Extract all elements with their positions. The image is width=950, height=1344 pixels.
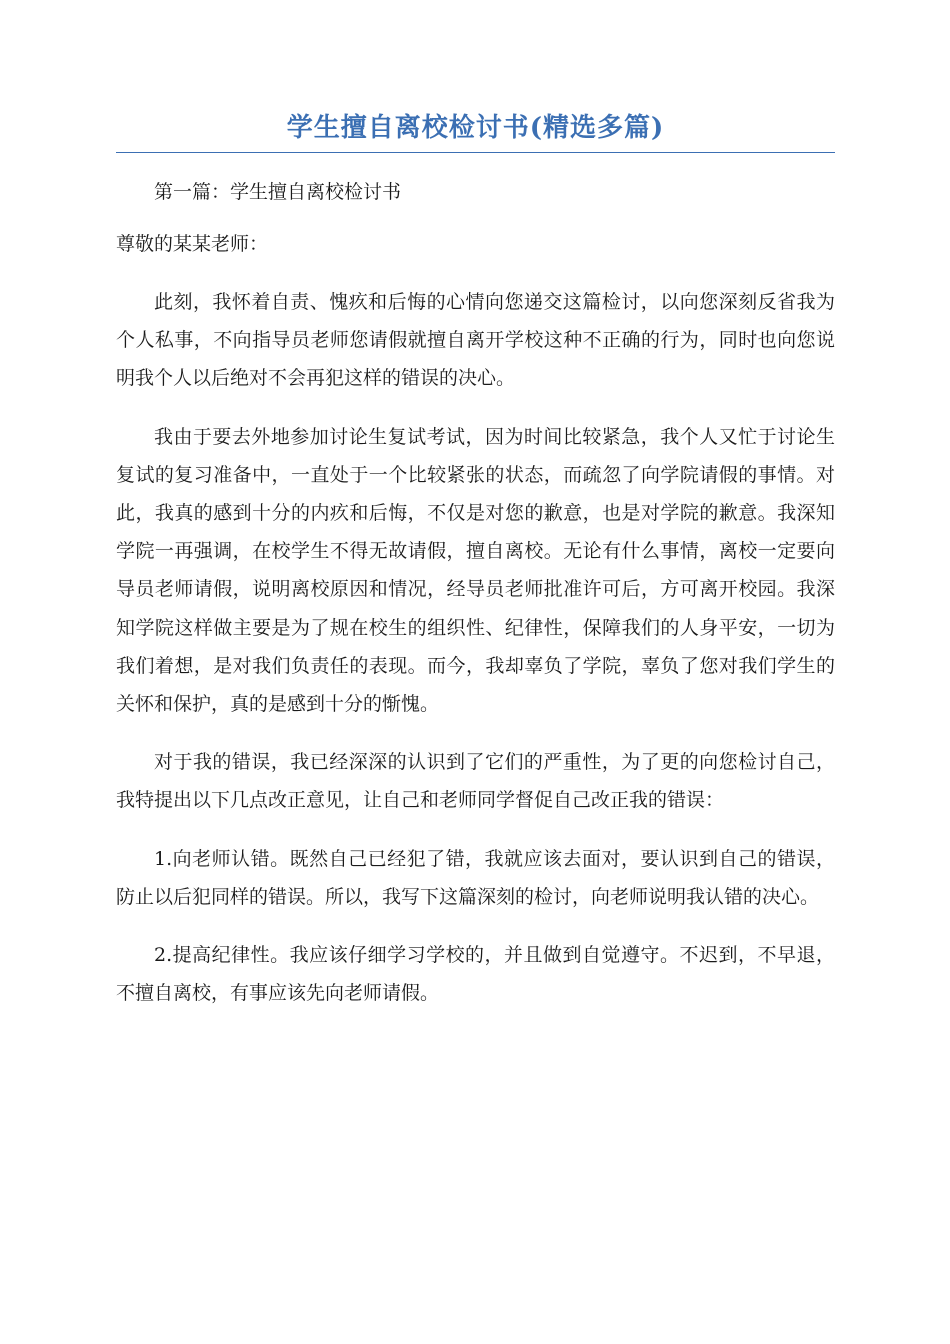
section-heading: 第一篇：学生擅自离校检讨书: [154, 181, 402, 203]
document-page: [116, 108, 835, 1012]
body-paragraph: 此刻，我怀着自责、愧疚和后悔的心情向您递交这篇检讨，以向您深刻反省我为个人私事，不向指导员老师您请假就擅自离开学校这种不正确的行为，同时也向您说明我个人以后绝对不会再犯这样的错误的决心。: [116, 291, 835, 390]
body-paragraph: 对于我的错误，我已经深深的认识到了它们的严重性，为了更的向您检讨自己，我特提出以下几点改正意见，让自己和老师同学督促自己改正我的错误：: [116, 751, 835, 812]
salutation: 尊敬的某某老师：: [116, 233, 269, 255]
body-paragraph: 1.向老师认错。既然自己已经犯了错，我就应该去面对，要认识到自己的错误，防止以后犯同样的错误。所以，我写下这篇深刻的检讨，向老师说明我认错的决心。: [116, 847, 835, 908]
document-title: 学生擅自离校检讨书(精选多篇): [116, 108, 835, 153]
body-paragraph: 2.提高纪律性。我应该仔细学习学校的，并且做到自觉遵守。不迟到，不早退，不擅自离校，有事应该先向老师请假。: [116, 944, 835, 1005]
body-paragraph: 我由于要去外地参加讨论生复试考试，因为时间比较紧急，我个人又忙于讨论生复试的复习准备中，一直处于一个比较紧张的状态，而疏忽了向学院请假的事情。对此，我真的感到十分的内疚和后悔，不仅是对您的歉意，也是对学院的歉意。我深知学院一再强调，在校学生不得无故请假，擅自离校。无论有什么事情，离校一定要向导员老师请假，说明离校原因和情况，经导员老师批准许可后，方可离开校园。我深知学院这样做主要是为了规在校生的组织性、纪律性，保障我们的人身平安，一切为我们着想，是对我们负责任的表现。而今，我却辜负了学院，辜负了您对我们学生的关怀和保护，真的是感到十分的惭愧。: [116, 425, 835, 716]
